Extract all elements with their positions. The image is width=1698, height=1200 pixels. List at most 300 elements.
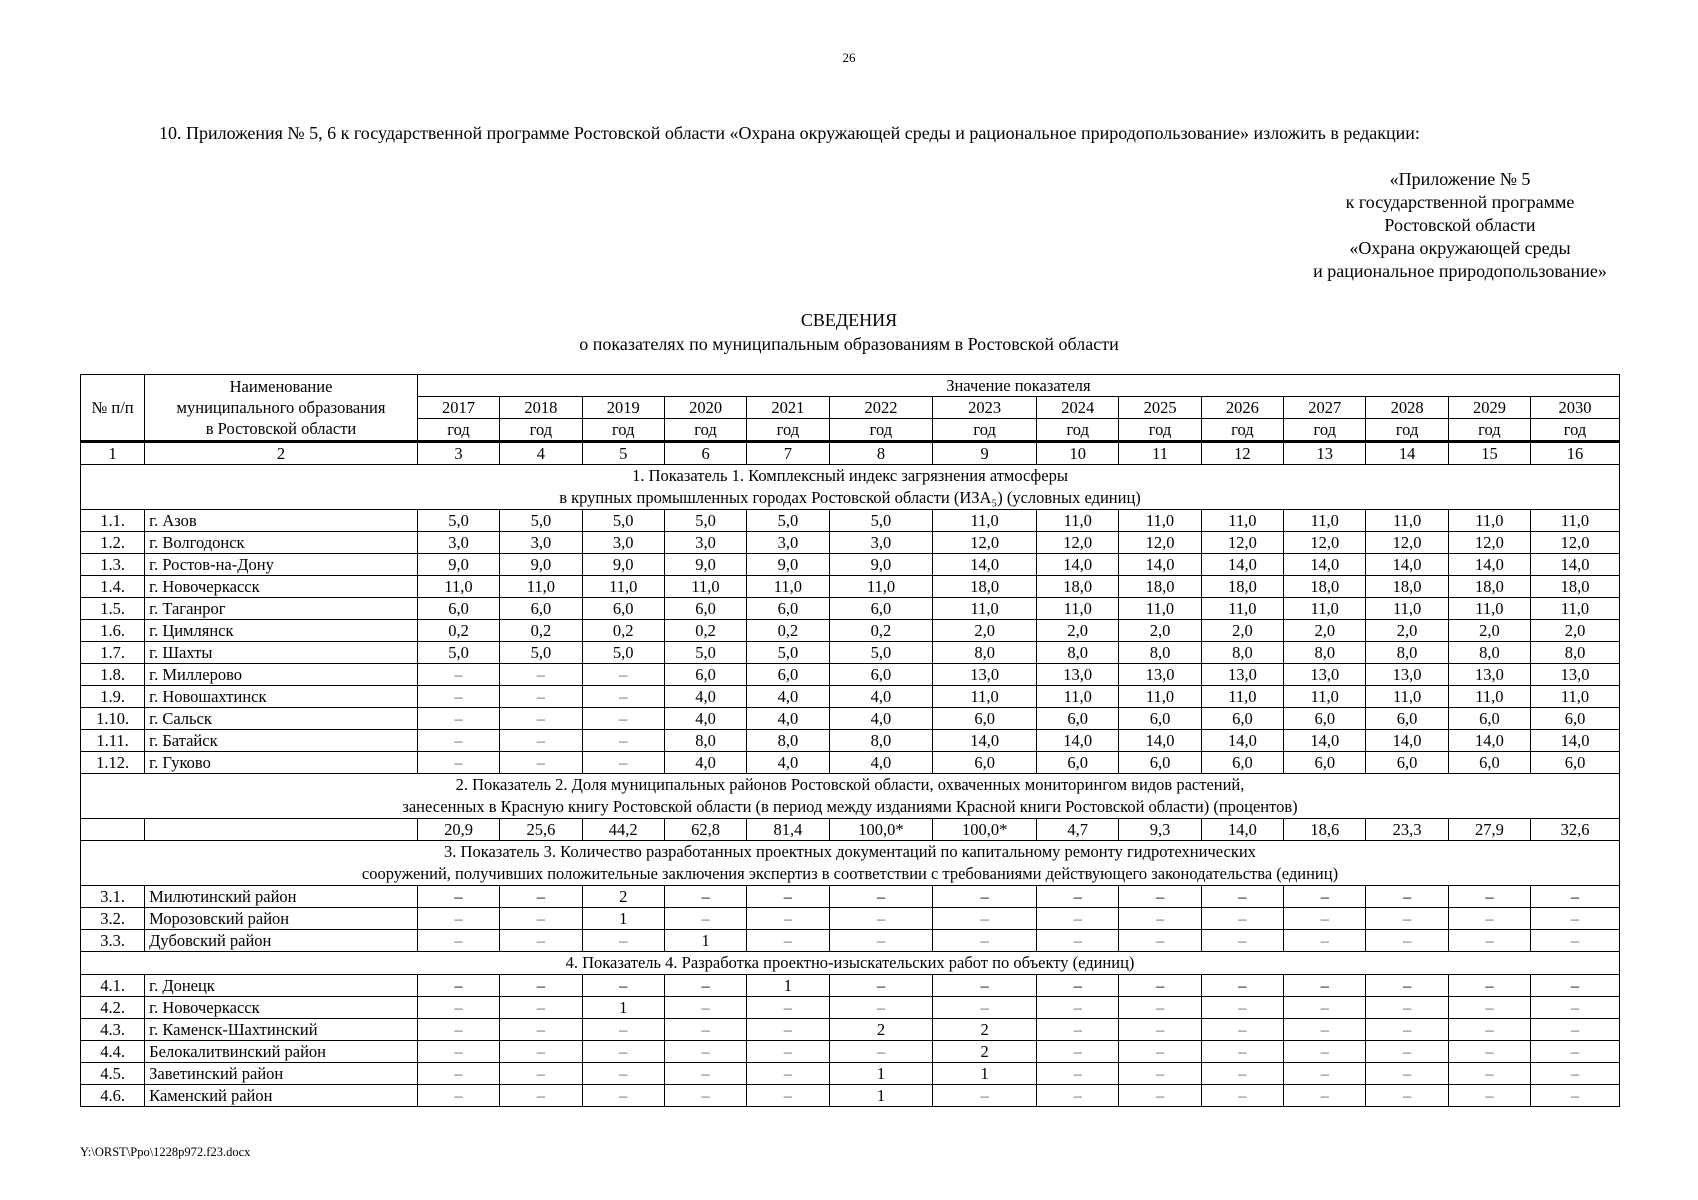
row-value: –: [1119, 908, 1201, 930]
row-value: –: [1448, 908, 1530, 930]
row-value: 6,0: [664, 598, 746, 620]
row-value: 14,0: [1201, 730, 1283, 752]
row-value: –: [582, 1041, 664, 1063]
column-number: 2: [145, 442, 418, 465]
row-number: 1.1.: [81, 510, 145, 532]
row-value: 9,0: [829, 554, 933, 576]
row-value: –: [1201, 1041, 1283, 1063]
row-value: –: [1448, 930, 1530, 952]
row-value: 6,0: [664, 664, 746, 686]
row-value: –: [1284, 1085, 1366, 1107]
row-value: 11,0: [1448, 686, 1530, 708]
row-value: 3,0: [829, 532, 933, 554]
row-value: –: [1531, 1019, 1620, 1041]
table-row: [81, 598, 1620, 620]
row-value: 11,0: [1037, 510, 1119, 532]
row-value: –: [1037, 1063, 1119, 1085]
row-value: 13,0: [1201, 664, 1283, 686]
header-year-unit: год: [1448, 419, 1530, 442]
row-value: 12,0: [1531, 532, 1620, 554]
row-value: 4,7: [1037, 819, 1119, 841]
row-value: 4,0: [829, 686, 933, 708]
row-value: 6,0: [417, 598, 499, 620]
row-value: 5,0: [417, 642, 499, 664]
row-value: 11,0: [1448, 510, 1530, 532]
row-value: 5,0: [500, 510, 582, 532]
row-value: 6,0: [1366, 708, 1448, 730]
row-value: 11,0: [1201, 510, 1283, 532]
row-value: 4,0: [829, 708, 933, 730]
row-value: 11,0: [500, 576, 582, 598]
row-number: 1.11.: [81, 730, 145, 752]
row-value: –: [829, 930, 933, 952]
row-value: –: [500, 997, 582, 1019]
row-number: 1.6.: [81, 620, 145, 642]
row-value: –: [417, 908, 499, 930]
row-value: 12,0: [1284, 532, 1366, 554]
row-number: 4.4.: [81, 1041, 145, 1063]
row-value: 14,0: [933, 730, 1037, 752]
table-row: [81, 708, 1620, 730]
row-value: –: [1366, 975, 1448, 997]
row-value: 9,3: [1119, 819, 1201, 841]
row-value: 8,0: [664, 730, 746, 752]
row-value: –: [1201, 886, 1283, 908]
row-value: –: [500, 708, 582, 730]
row-value: 6,0: [1448, 752, 1530, 774]
row-value: 12,0: [1201, 532, 1283, 554]
row-value: 8,0: [1119, 642, 1201, 664]
row-value: 12,0: [933, 532, 1037, 554]
column-number: 11: [1119, 442, 1201, 465]
column-number: 6: [664, 442, 746, 465]
row-value: –: [664, 1063, 746, 1085]
row-value: 1: [933, 1063, 1037, 1085]
row-value: 9,0: [747, 554, 829, 576]
row-value: –: [664, 908, 746, 930]
row-value: 11,0: [1119, 598, 1201, 620]
row-value: 2: [933, 1041, 1037, 1063]
row-value: 11,0: [1037, 598, 1119, 620]
header-year-unit: год: [1037, 419, 1119, 442]
row-value: 14,0: [1037, 554, 1119, 576]
table-row: [81, 975, 1620, 997]
row-value: –: [829, 908, 933, 930]
appendix-line: «Приложение № 5: [1389, 169, 1531, 189]
row-value: 2,0: [1531, 620, 1620, 642]
table-row: [81, 510, 1620, 532]
indicator-table-wrapper: [80, 374, 1620, 1107]
row-value: 0,2: [747, 620, 829, 642]
row-value: –: [417, 997, 499, 1019]
row-value: –: [747, 1041, 829, 1063]
header-year: 2019: [582, 397, 664, 419]
section-title-line: 4. Показатель 4. Разработка проектно-изыскательских работ по объекту (единиц): [565, 953, 1135, 972]
header-year-unit: год: [582, 419, 664, 442]
column-number: 9: [933, 442, 1037, 465]
row-value: –: [664, 975, 746, 997]
row-value: 5,0: [829, 642, 933, 664]
appendix-caption: [1210, 168, 1698, 283]
row-value: –: [417, 1041, 499, 1063]
row-value: 14,0: [1531, 730, 1620, 752]
row-value: 2,0: [1284, 620, 1366, 642]
row-value: 27,9: [1448, 819, 1530, 841]
row-value: 9,0: [582, 554, 664, 576]
row-name: г. Сальск: [145, 708, 418, 730]
row-value: 25,6: [500, 819, 582, 841]
row-value: 13,0: [1284, 664, 1366, 686]
row-value: 4,0: [747, 686, 829, 708]
header-year: 2030: [1531, 397, 1620, 419]
section-title: [81, 774, 1620, 819]
footer-file-path: Y:\ORST\Ppo\1228p972.f23.docx: [80, 1145, 251, 1159]
row-value: 18,0: [1119, 576, 1201, 598]
row-value: –: [417, 664, 499, 686]
document-subtitle: о показателях по муниципальным образованиям в Ростовской области: [579, 334, 1119, 354]
header-year-unit: год: [747, 419, 829, 442]
row-value: 8,0: [747, 730, 829, 752]
row-value: –: [1531, 997, 1620, 1019]
row-value: 6,0: [1037, 752, 1119, 774]
row-value: 2,0: [1037, 620, 1119, 642]
row-number: 1.10.: [81, 708, 145, 730]
row-value: 2,0: [1448, 620, 1530, 642]
row-number: 4.1.: [81, 975, 145, 997]
row-value: 6,0: [582, 598, 664, 620]
row-value: 4,0: [664, 708, 746, 730]
column-number: 8: [829, 442, 933, 465]
row-value: 6,0: [1119, 752, 1201, 774]
row-value: –: [417, 752, 499, 774]
row-name: г. Батайск: [145, 730, 418, 752]
row-value: –: [1119, 1041, 1201, 1063]
row-value: 6,0: [1366, 752, 1448, 774]
row-value: –: [500, 730, 582, 752]
row-value: –: [1531, 1041, 1620, 1063]
row-value: –: [933, 975, 1037, 997]
row-value: 8,0: [829, 730, 933, 752]
header-year-unit: год: [1284, 419, 1366, 442]
column-number-row: [81, 442, 1620, 465]
row-value: 18,0: [933, 576, 1037, 598]
row-value: 9,0: [500, 554, 582, 576]
row-value: –: [1119, 997, 1201, 1019]
row-value: 0,2: [417, 620, 499, 642]
header-year: 2027: [1284, 397, 1366, 419]
row-value: –: [1119, 1085, 1201, 1107]
row-number: 1.9.: [81, 686, 145, 708]
section-title-row: [81, 774, 1620, 819]
row-value: –: [1366, 886, 1448, 908]
row-value: –: [417, 1019, 499, 1041]
row-value: –: [747, 1085, 829, 1107]
row-value: 18,0: [1531, 576, 1620, 598]
row-name: г. Гуково: [145, 752, 418, 774]
section-title: [81, 841, 1620, 886]
section-title-row: [81, 952, 1620, 975]
row-value: –: [933, 908, 1037, 930]
row-value: 14,0: [1366, 554, 1448, 576]
row-name: [145, 819, 418, 841]
row-value: 3,0: [582, 532, 664, 554]
column-number: 13: [1284, 442, 1366, 465]
row-value: –: [1201, 1063, 1283, 1085]
section-title: [81, 952, 1620, 975]
row-value: 11,0: [1448, 598, 1530, 620]
row-value: –: [582, 752, 664, 774]
appendix-line: «Охрана окружающей среды: [1349, 238, 1571, 258]
column-number: 1: [81, 442, 145, 465]
row-value: –: [500, 686, 582, 708]
row-number: 1.7.: [81, 642, 145, 664]
row-value: 4,0: [664, 752, 746, 774]
header-name-line: муниципального образования: [176, 398, 386, 417]
row-name: г. Донецк: [145, 975, 418, 997]
row-value: 13,0: [933, 664, 1037, 686]
table-row: [81, 642, 1620, 664]
row-value: 18,0: [1284, 576, 1366, 598]
row-value: 8,0: [1284, 642, 1366, 664]
column-number: 4: [500, 442, 582, 465]
row-name: г. Шахты: [145, 642, 418, 664]
row-value: 11,0: [664, 576, 746, 598]
column-number: 7: [747, 442, 829, 465]
row-value: –: [500, 886, 582, 908]
row-value: –: [747, 1063, 829, 1085]
row-value: 6,0: [1531, 708, 1620, 730]
row-value: –: [582, 1085, 664, 1107]
row-value: 6,0: [829, 598, 933, 620]
row-value: –: [417, 886, 499, 908]
row-value: –: [1037, 1041, 1119, 1063]
row-value: 6,0: [500, 598, 582, 620]
row-value: –: [500, 752, 582, 774]
row-value: –: [1119, 1019, 1201, 1041]
row-name: г. Цимлянск: [145, 620, 418, 642]
row-value: 1: [582, 997, 664, 1019]
row-value: –: [500, 1041, 582, 1063]
row-value: 18,0: [1037, 576, 1119, 598]
row-value: 6,0: [829, 664, 933, 686]
row-value: 4,0: [747, 752, 829, 774]
row-value: 11,0: [933, 686, 1037, 708]
column-number: 12: [1201, 442, 1283, 465]
header-year-unit: год: [1366, 419, 1448, 442]
appendix-line: Ростовской области: [1384, 215, 1536, 235]
row-value: –: [1037, 1085, 1119, 1107]
row-value: –: [582, 1063, 664, 1085]
row-value: 12,0: [1448, 532, 1530, 554]
row-value: 3,0: [417, 532, 499, 554]
row-value: 5,0: [582, 642, 664, 664]
row-value: –: [829, 886, 933, 908]
column-number: 15: [1448, 442, 1530, 465]
row-value: 14,0: [1531, 554, 1620, 576]
row-value: 6,0: [1037, 708, 1119, 730]
row-value: 11,0: [1119, 686, 1201, 708]
table-row: [81, 686, 1620, 708]
row-value: –: [747, 1019, 829, 1041]
row-value: –: [1037, 886, 1119, 908]
row-value: 62,8: [664, 819, 746, 841]
row-value: 11,0: [1366, 686, 1448, 708]
row-value: –: [500, 1019, 582, 1041]
row-value: 13,0: [1448, 664, 1530, 686]
row-value: –: [1531, 1085, 1620, 1107]
row-value: 1: [829, 1063, 933, 1085]
row-value: –: [417, 1085, 499, 1107]
row-value: –: [1284, 930, 1366, 952]
row-value: –: [933, 930, 1037, 952]
row-value: 11,0: [582, 576, 664, 598]
row-value: 11,0: [1284, 686, 1366, 708]
row-value: 11,0: [1201, 686, 1283, 708]
table-row: [81, 997, 1620, 1019]
row-name: г. Волгодонск: [145, 532, 418, 554]
row-value: –: [1284, 1019, 1366, 1041]
row-value: 6,0: [1448, 708, 1530, 730]
row-value: 5,0: [747, 510, 829, 532]
table-row: [81, 930, 1620, 952]
row-value: 6,0: [747, 664, 829, 686]
row-value: 5,0: [582, 510, 664, 532]
row-value: –: [1037, 975, 1119, 997]
row-value: –: [1119, 975, 1201, 997]
row-name: г. Азов: [145, 510, 418, 532]
row-value: 11,0: [1201, 598, 1283, 620]
row-value: 0,2: [582, 620, 664, 642]
table-row: [81, 1019, 1620, 1041]
row-value: 8,0: [1448, 642, 1530, 664]
row-value: –: [664, 1085, 746, 1107]
header-year-unit: год: [417, 419, 499, 442]
row-value: 6,0: [1119, 708, 1201, 730]
row-number: 3.1.: [81, 886, 145, 908]
row-value: 1: [664, 930, 746, 952]
row-value: 11,0: [1366, 510, 1448, 532]
row-value: –: [1531, 908, 1620, 930]
row-value: 18,6: [1284, 819, 1366, 841]
row-name: г. Новочеркасск: [145, 576, 418, 598]
row-value: –: [747, 886, 829, 908]
row-value: 18,0: [1448, 576, 1530, 598]
table-row: [81, 908, 1620, 930]
row-name: Белокалитвинский район: [145, 1041, 418, 1063]
table-row: [81, 532, 1620, 554]
row-value: 12,0: [1037, 532, 1119, 554]
appendix-line: и рациональное природопользование»: [1313, 261, 1607, 281]
row-value: –: [1366, 930, 1448, 952]
row-name: Заветинский район: [145, 1063, 418, 1085]
row-value: 6,0: [933, 752, 1037, 774]
row-value: 13,0: [1119, 664, 1201, 686]
row-value: 11,0: [1284, 598, 1366, 620]
row-value: –: [1119, 930, 1201, 952]
row-name: г. Ростов-на-Дону: [145, 554, 418, 576]
row-value: 5,0: [664, 510, 746, 532]
table-row: [81, 1085, 1620, 1107]
section-title: [81, 465, 1620, 510]
row-number: 1.12.: [81, 752, 145, 774]
row-value: 0,2: [664, 620, 746, 642]
section-title-row: [81, 841, 1620, 886]
header-year-unit: год: [1119, 419, 1201, 442]
row-number: 1.8.: [81, 664, 145, 686]
column-number: 10: [1037, 442, 1119, 465]
table-row: [81, 1063, 1620, 1085]
row-value: –: [1037, 997, 1119, 1019]
row-value: –: [829, 997, 933, 1019]
header-year: 2025: [1119, 397, 1201, 419]
header-year-unit: год: [664, 419, 746, 442]
row-value: 14,0: [1284, 730, 1366, 752]
row-number: 1.5.: [81, 598, 145, 620]
row-value: –: [500, 1085, 582, 1107]
row-value: –: [933, 1085, 1037, 1107]
header-year-unit: год: [1531, 419, 1620, 442]
row-value: 81,4: [747, 819, 829, 841]
header-year: 2022: [829, 397, 933, 419]
row-value: 0,2: [829, 620, 933, 642]
row-value: –: [1448, 1019, 1530, 1041]
row-value: 6,0: [747, 598, 829, 620]
row-value: –: [1531, 975, 1620, 997]
row-value: 8,0: [1037, 642, 1119, 664]
header-year: 2024: [1037, 397, 1119, 419]
row-value: 20,9: [417, 819, 499, 841]
row-value: 11,0: [1119, 510, 1201, 532]
section-title-row: [81, 465, 1620, 510]
section-title-line: 1. Показатель 1. Комплексный индекс загрязнения атмосферы: [632, 466, 1068, 485]
header-year: 2020: [664, 397, 746, 419]
row-value: –: [1201, 1019, 1283, 1041]
table-row: [81, 576, 1620, 598]
row-value: –: [829, 1041, 933, 1063]
row-value: 2: [582, 886, 664, 908]
row-value: 5,0: [747, 642, 829, 664]
row-value: 14,0: [1119, 730, 1201, 752]
row-value: –: [1448, 975, 1530, 997]
row-value: –: [417, 930, 499, 952]
column-number: 14: [1366, 442, 1448, 465]
row-name: г. Миллерово: [145, 664, 418, 686]
row-value: –: [582, 686, 664, 708]
header-year-unit: год: [500, 419, 582, 442]
row-value: –: [1284, 975, 1366, 997]
header-year-unit: год: [1201, 419, 1283, 442]
header-name-line: в Ростовской области: [205, 419, 357, 438]
row-value: –: [1366, 908, 1448, 930]
row-value: –: [417, 708, 499, 730]
row-number: 4.3.: [81, 1019, 145, 1041]
row-value: –: [664, 1041, 746, 1063]
row-value: –: [417, 975, 499, 997]
row-number: 1.2.: [81, 532, 145, 554]
row-value: –: [417, 686, 499, 708]
row-name: Морозовский район: [145, 908, 418, 930]
row-value: –: [933, 997, 1037, 1019]
row-value: –: [1037, 930, 1119, 952]
row-value: 13,0: [1037, 664, 1119, 686]
header-year-unit: год: [829, 419, 933, 442]
row-number: 4.2.: [81, 997, 145, 1019]
header-year: 2021: [747, 397, 829, 419]
row-value: –: [500, 975, 582, 997]
row-value: 5,0: [417, 510, 499, 532]
row-value: 14,0: [1366, 730, 1448, 752]
row-value: –: [582, 708, 664, 730]
